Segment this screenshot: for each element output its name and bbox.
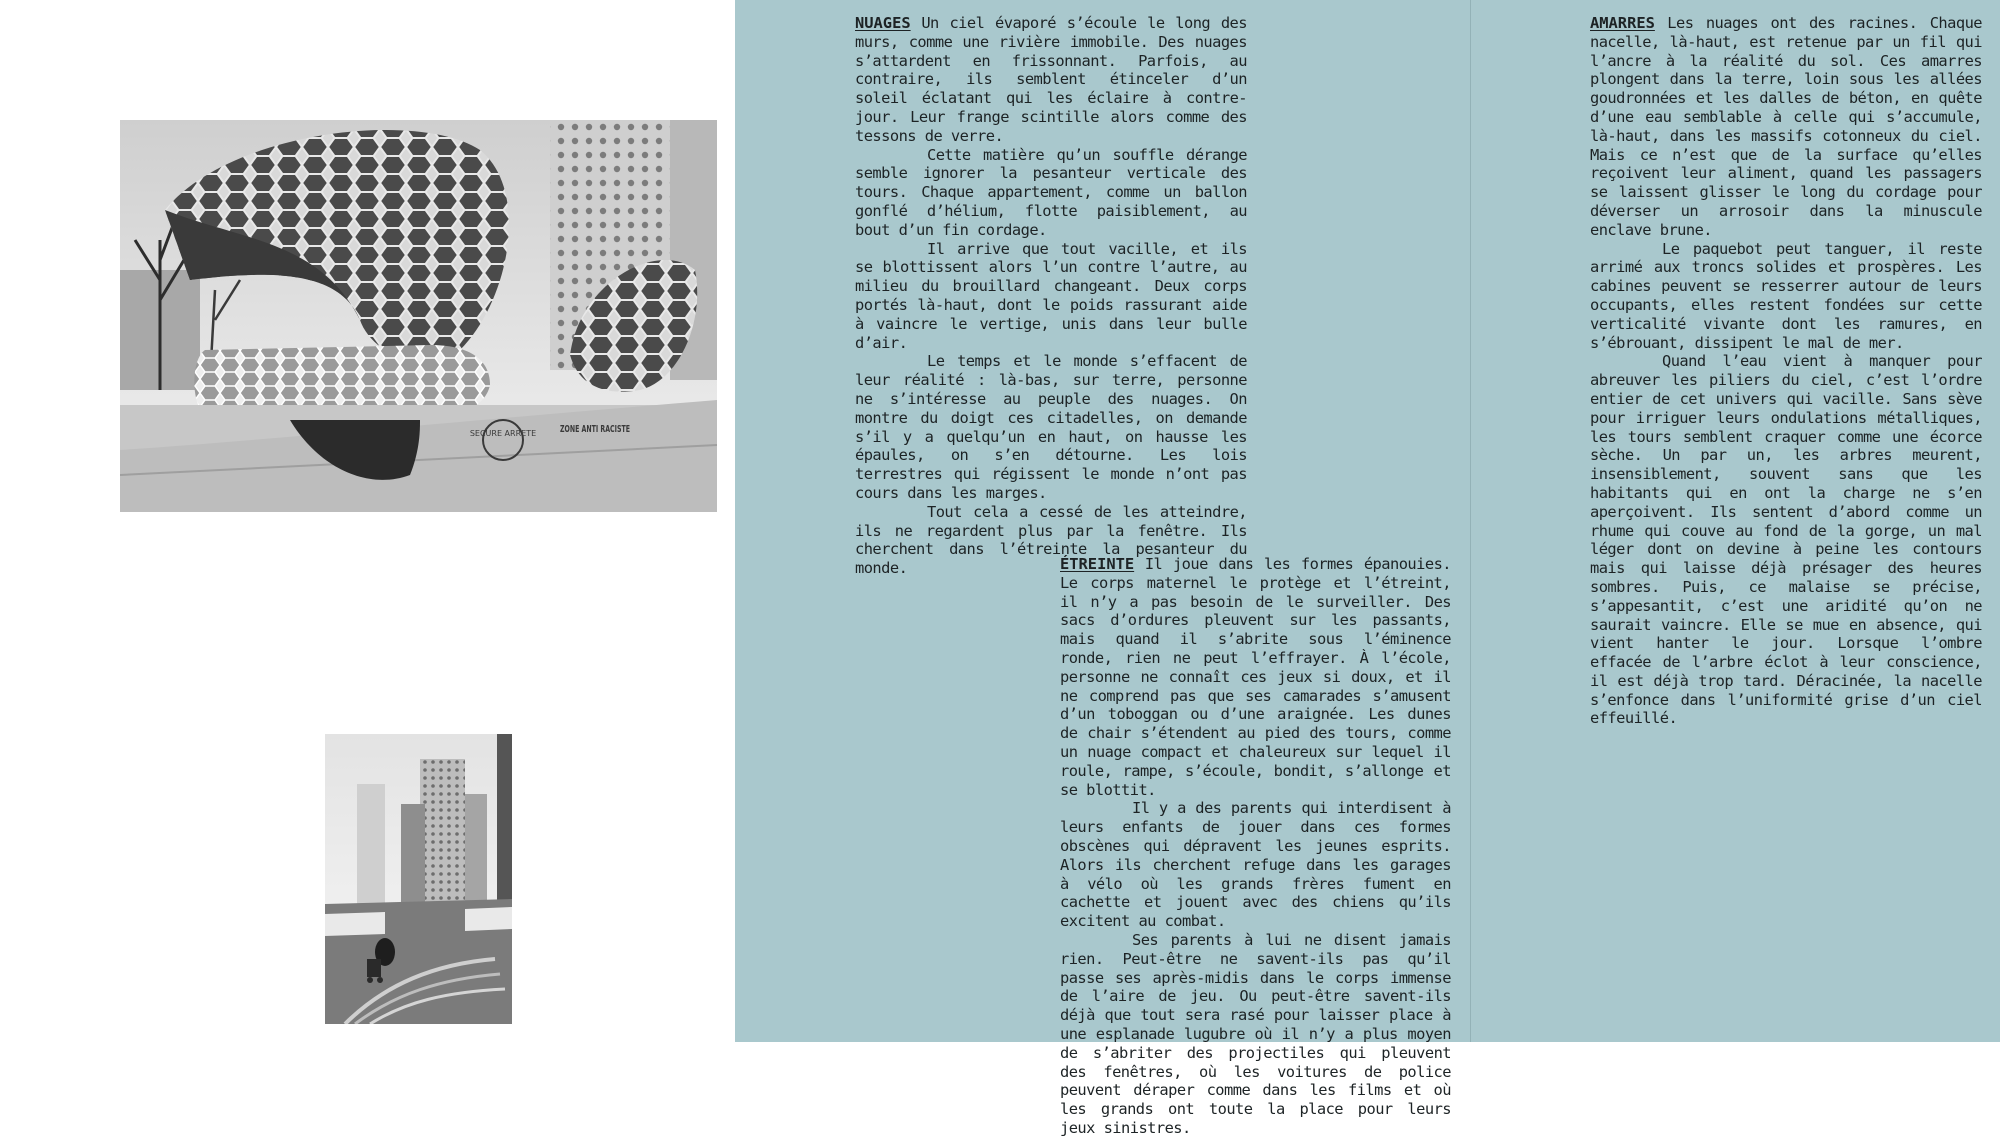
page-fold: [1470, 0, 1471, 1042]
etreinte-heading: ÉTREINTE: [1060, 555, 1135, 573]
nuages-heading: NUAGES: [855, 14, 911, 32]
amarres-paragraph-1-text: Les nuages ont des racines. Chaque nacelle, là-haut, est retenue par un fil qui l’ancre à la réalité du sol. Ces amarres plongent dans la terre, loin sous les allées goudronnées et les dalles de béton, en quête d’une eau semblable à celle qui s’accumule, là-haut, dans les massifs cotonneux du ciel. Mais ce n’est que de la surface qu’elles reçoivent leur aliment, quand les passagers se laissent glisser le long du cordage pour déverser un arrosoir dans la minuscule enclave brune.: [1590, 14, 1983, 239]
serpent-sculpture-image: [120, 120, 717, 512]
amarres-paragraph-2: Le paquebot peut tanguer, il reste arrimé aux troncs solides et prospères. Les cabines peuvent se resserrer autour de leurs occupants, elles restent fondées sur cette verticalité vivante dont les ramures, en s’ébrouant, dissipent le mal de mer.: [1590, 239, 1982, 352]
stencil-text-secure: SECURE ARRETE: [469, 429, 537, 438]
etreinte-paragraph-1: [1060, 555, 1451, 799]
amarres-paragraph-1: [1590, 14, 1982, 240]
nuages-paragraph-5: Tout cela a cessé de les atteindre, ils ne regardent plus par la fenêtre. Ils cherchent dans l’étreinte la pesanteur du monde.: [855, 502, 1247, 578]
nuages-paragraph-4: Le temps et le monde s’effacent de leur réalité : là-bas, sur terre, personne ne s’intéresse au peuple des nuages. On montre du doigt ces citadelles, on demande s’il y a quelqu’un en haut, on hausse les épaules, on s’en détourne. Les lois terrestres qui régissent le monde n’ont pas cours dans les marges.: [855, 352, 1247, 502]
section-amarres: [1590, 14, 1982, 728]
towers-stairs-photo: [325, 734, 512, 1024]
amarres-heading: AMARRES: [1590, 14, 1655, 32]
section-nuages: [855, 14, 1247, 578]
nuages-paragraph-3: Il arrive que tout vacille, et ils se blottissent alors l’un contre l’autre, au milieu du brouillard changeant. Deux corps portés là-haut, dont le poids rassurant aide à vaincre le vertige, unis dans leur bulle d’air.: [855, 239, 1247, 352]
towers-stairs-image: [325, 734, 512, 1024]
etreinte-paragraph-1-text: Il joue dans les formes épanouies. Le corps maternel le protège et l’étreint, il n’y a pas besoin de le surveiller. Des sacs d’ordures pleuvent sur les passants, mais quand il s’abrite sous l’éminence ronde, rien ne peut l’effrayer. À l’école, personne ne connaît ces jeux si doux, et il ne comprend pas que ses camarades s’amusent d’un toboggan ou d’une araignée. Les dunes de chair s’étendent au pied des tours, comme un nuage compact et chaleureux sur lequel il roule, rampe, s’écoule, bondit, s’allonge et se blottit.: [1060, 555, 1452, 799]
left-page: [0, 0, 735, 1042]
etreinte-paragraph-2: Il y a des parents qui interdisent à leurs enfants de jouer dans ces formes obscènes qui dépravent les jeunes esprits. Alors ils cherchent refuge dans les garages à vélo où les grands frères fument en cachette et jouent avec des chiens qu’ils excitent au combat.: [1060, 799, 1451, 931]
stencil-text-zone: ZONE ANTI RACISTE: [560, 424, 631, 435]
amarres-paragraph-3: Quand l’eau vient à manquer pour abreuver les piliers du ciel, c’est l’ordre entier de cet univers qui vacille. Sans sève pour irriguer leurs ondulations métalliques, les tours semblent craquer comme une écorce sèche. Un par un, les arbres meurent, insensiblement, souvent sans que les habitants qui en ont la charge ne s’en aperçoivent. Ils sentent d’abord comme un rhume qui couve au fond de la gorge, un mal léger dont on devine à peine les contours mais qui laisse déjà présager des heures sombres. Puis, ce malaise se précise, s’appesantit, c’est une aridité qu’on ne saurait vaincre. Elle se mue en absence, qui vient hanter le jour. Lorsque l’ombre effacée de l’arbre éclot à leur conscience, il est déjà trop tard. Déracinée, la nacelle s’enfonce dans l’uniformité grise d’un ciel effeuillé.: [1590, 352, 1982, 728]
nuages-paragraph-2: Cette matière qu’un souffle dérange semble ignorer la pesanteur verticale des tours. Chaque appartement, comme un ballon gonflé d’hélium, flotte paisiblement, au bout d’un fin cordage.: [855, 145, 1247, 239]
nuages-paragraph-1: [855, 14, 1247, 146]
etreinte-paragraph-3: Ses parents à lui ne disent jamais rien. Peut-être ne savent-ils pas qu’il passe ses après-midis dans le corps immense de l’aire de jeu. Ou peut-être savent-ils déjà que tout sera rasé pour laisser place à une esplanade lugubre où il n’y a plus moyen de s’abriter des projectiles qui pleuvent des fenêtres, où les voitures de police peuvent déraper comme dans les films et où les grands ont toute la place pour leurs jeux sinistres.: [1060, 930, 1451, 1137]
nuages-paragraph-1-text: Un ciel évaporé s’écoule le long des murs, comme une rivière immobile. Des nuages s’attardent en frissonnant. Parfois, au contraire, ils semblent étinceler d’un soleil éclatant qui les éclaire à contre-jour. Leur frange scintille alors comme des tessons de verre.: [855, 14, 1247, 145]
serpent-sculpture-photo: [120, 120, 717, 512]
section-etreinte: [1060, 555, 1451, 1138]
